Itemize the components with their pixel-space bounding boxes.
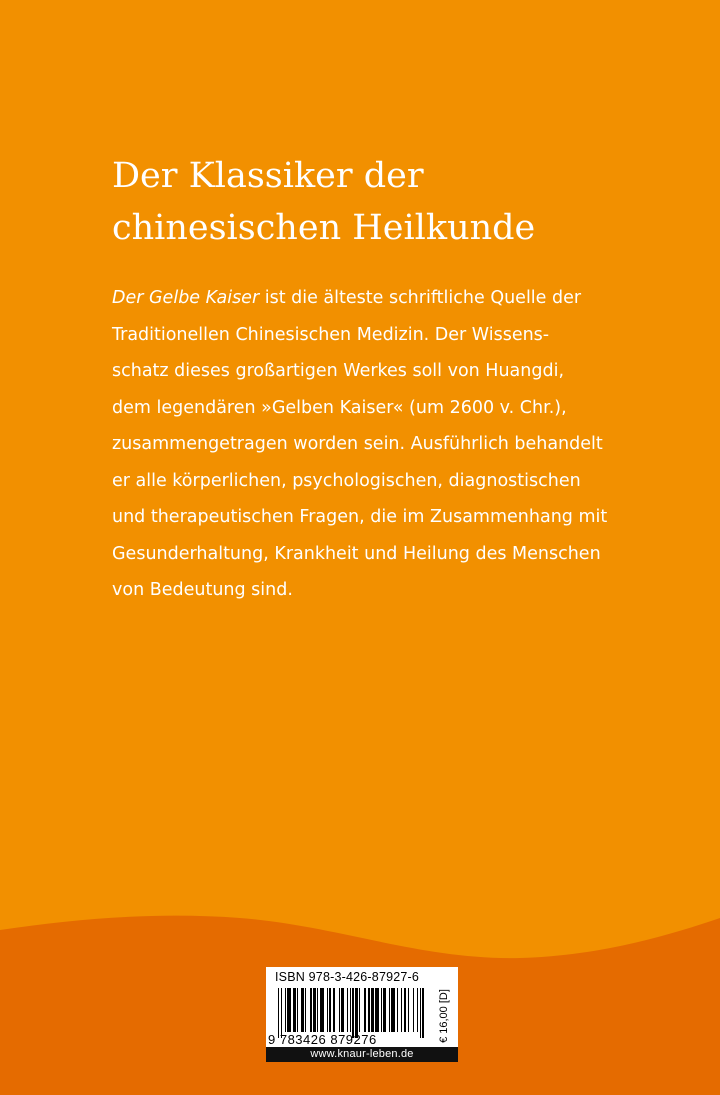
barcode-bar xyxy=(422,988,423,1038)
price-label xyxy=(435,987,453,1045)
blurb-text xyxy=(112,280,607,609)
blurb-line-8: Gesunderhaltung, Krankheit und Heilung des Menschen xyxy=(112,543,601,564)
barcode-bar xyxy=(285,988,286,1032)
barcode-bar xyxy=(347,988,348,1032)
barcode-bars xyxy=(278,988,430,1032)
barcode-bar xyxy=(281,988,282,1038)
barcode-bar xyxy=(327,988,328,1032)
barcode-bar xyxy=(287,988,291,1032)
barcode-label xyxy=(266,967,458,1062)
blurb-line-2: Traditionellen Chinesischen Medizin. Der Wissens- xyxy=(112,324,550,345)
blurb-line-9: von Bedeutung sind. xyxy=(112,580,293,600)
book-title-italic: Der Gelbe Kaiser xyxy=(112,288,260,308)
barcode-bar xyxy=(417,988,418,1032)
barcode-bar xyxy=(381,988,382,1032)
barcode-bar xyxy=(355,988,358,1038)
blurb-line-7: und therapeutischen Fragen, die im Zusammenhang mit xyxy=(112,507,608,527)
barcode-bar xyxy=(389,988,390,1032)
publisher-url-bar xyxy=(266,1047,458,1062)
blurb-line-5: zusammengetragen worden sein. Ausführlich behandelt xyxy=(112,434,603,454)
blurb-line-6: er alle körperlichen, psychologischen, diagnostischen xyxy=(112,470,581,491)
barcode-bar xyxy=(310,988,311,1032)
barcode-bar xyxy=(313,988,316,1032)
barcode-bar xyxy=(368,988,369,1032)
barcode-bar xyxy=(359,988,360,1032)
cover-heading xyxy=(112,150,535,254)
barcode-bar xyxy=(371,988,374,1032)
blurb-line-1 xyxy=(112,280,607,317)
barcode-bar xyxy=(350,988,351,1032)
barcode-bar xyxy=(333,988,334,1032)
barcode-bar xyxy=(401,988,402,1032)
barcode-bar xyxy=(375,988,379,1032)
price-text: € 16,00 [D] xyxy=(438,989,450,1043)
blurb-line-1-rest: ist die älteste schriftliche Quelle der xyxy=(259,288,582,308)
isbn-text: ISBN 978-3-426-87927-6 xyxy=(275,970,420,984)
blurb-line-4: dem legendären »Gelben Kaiser« (um 2600 v. Chr.), xyxy=(112,397,567,418)
barcode-bar xyxy=(364,988,365,1032)
barcode-bar xyxy=(317,988,318,1032)
barcode-bar xyxy=(301,988,304,1032)
publisher-url: www.knaur-leben.de xyxy=(310,1048,414,1060)
barcode-bar xyxy=(320,988,324,1032)
heading-line-1: Der Klassiker der xyxy=(112,156,424,196)
barcode-bar xyxy=(305,988,306,1032)
barcode-bar xyxy=(329,988,330,1032)
barcode-bar xyxy=(404,988,407,1032)
barcode-bar xyxy=(383,988,386,1032)
barcode-bar xyxy=(408,988,409,1032)
barcode-bar xyxy=(352,988,353,1038)
barcode-bar xyxy=(297,988,298,1032)
barcode-bar xyxy=(293,988,296,1032)
barcode-bar xyxy=(420,988,421,1038)
barcode-digits: 9 783426 879276 xyxy=(268,1032,377,1047)
barcode-bar xyxy=(278,988,279,1038)
blurb-line-3: schatz dieses großartigen Werkes soll von Huangdi, xyxy=(112,361,565,381)
barcode-bar xyxy=(339,988,340,1032)
barcode-bar xyxy=(391,988,395,1032)
barcode-bar xyxy=(397,988,398,1032)
barcode-bar xyxy=(413,988,414,1032)
barcode-bar xyxy=(341,988,344,1032)
heading-line-2: chinesischen Heilkunde xyxy=(112,208,536,248)
